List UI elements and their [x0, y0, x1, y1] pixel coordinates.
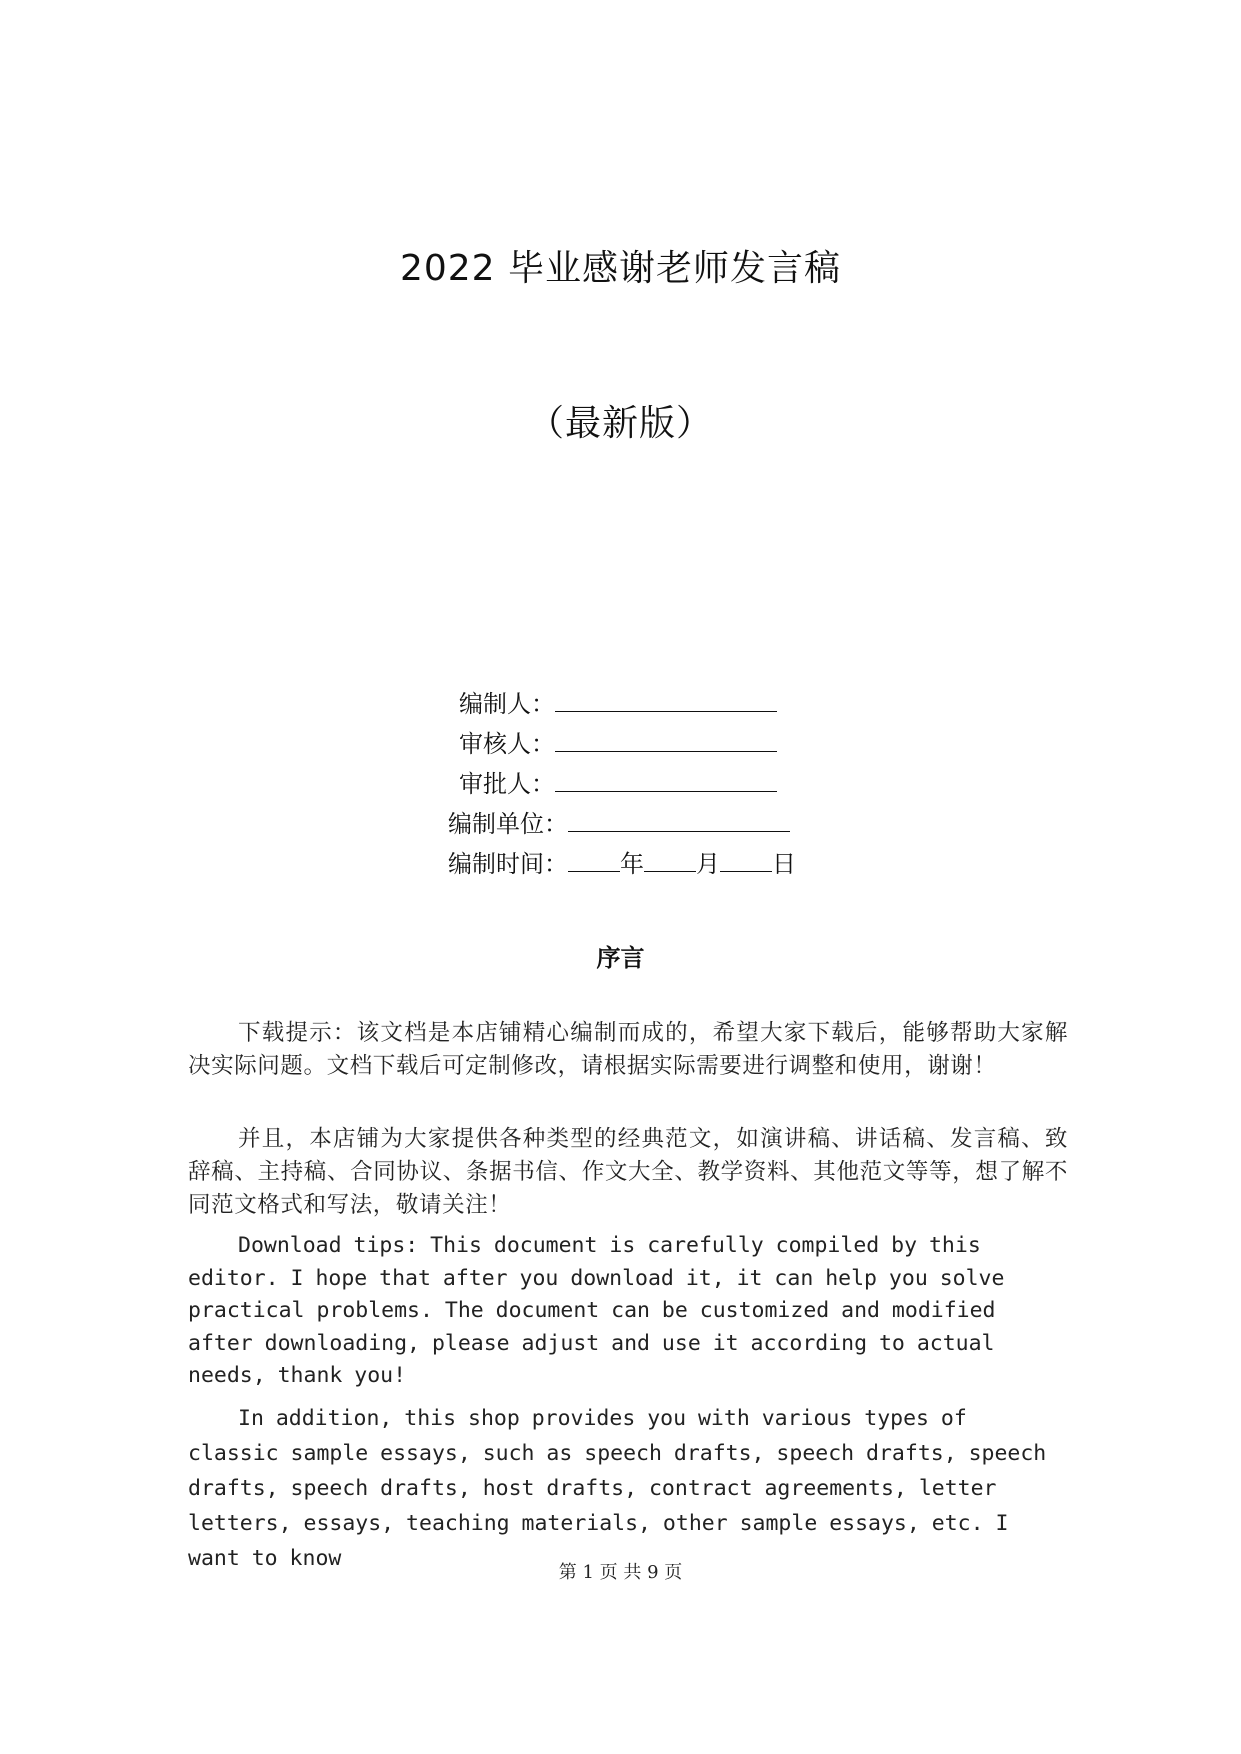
reviewer-label: 审核人： — [459, 730, 555, 758]
year-label: 年 — [620, 850, 644, 878]
month-label: 月 — [696, 850, 720, 878]
compiler-row — [445, 685, 777, 719]
preface-paragraph-shop-info-en: In addition, this shop provides you with various types of classic sample essays, such as speech drafts, speech drafts, speech drafts, speech drafts, host drafts, contract agreements, letter letters, essays, teaching materials, other sample essays, etc. I want to know — [188, 1406, 1047, 1571]
month-blank — [644, 845, 696, 872]
approver-blank — [555, 765, 777, 792]
reviewer-row — [445, 725, 777, 759]
compiler-label: 编制人： — [459, 690, 555, 718]
preface-paragraph-download-tips-en: Download tips: This document is carefully compiled by this editor. I hope that after you download it, it can help you solve practical problems. The document can be customized and modified after downloading, please adjust and use it according to actual needs, thank you! — [188, 1233, 1005, 1388]
time-row — [445, 845, 796, 879]
time-label: 编制时间： — [448, 850, 568, 878]
preface-heading: 序言 — [596, 944, 645, 972]
unit-blank — [568, 805, 790, 832]
approver-row — [445, 765, 777, 799]
day-label: 日 — [772, 850, 796, 878]
document-title: 2022 毕业感谢老师发言稿 — [399, 248, 842, 289]
day-blank — [720, 845, 772, 872]
preface-paragraph-shop-info-cn: 并且，本店铺为大家提供各种类型的经典范文，如演讲稿、讲话稿、发言稿、致辞稿、主持稿、合同协议、条据书信、作文大全、教学资料、其他范文等等，想了解不同范文格式和写法，敬请关注！ — [188, 1126, 1068, 1218]
unit-label: 编制单位： — [448, 810, 568, 838]
document-subtitle: （最新版） — [527, 403, 713, 444]
reviewer-blank — [555, 725, 777, 752]
unit-row — [445, 805, 790, 839]
year-blank — [568, 845, 620, 872]
approver-label: 审批人： — [459, 770, 555, 798]
page-number: 第 1 页 共 9 页 — [558, 1562, 683, 1583]
preface-paragraph-download-tips-cn: 下载提示：该文档是本店铺精心编制而成的，希望大家下载后，能够帮助大家解决实际问题。文档下载后可定制修改，请根据实际需要进行调整和使用，谢谢！ — [188, 1020, 1068, 1079]
compiler-blank — [555, 685, 777, 712]
